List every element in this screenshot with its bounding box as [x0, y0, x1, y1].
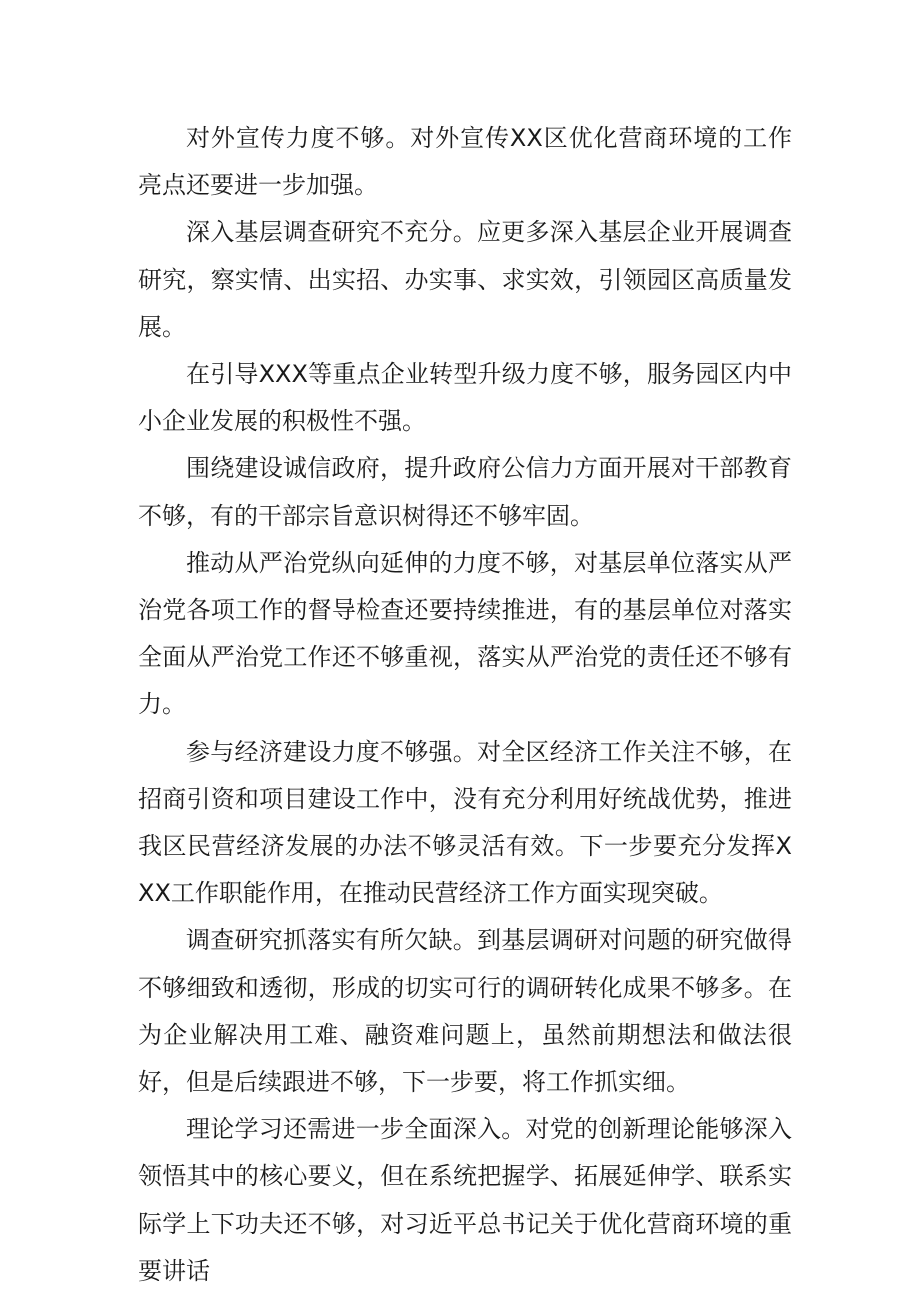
document-body: [138, 115, 792, 1295]
paragraph: 参与经济建设力度不够强。对全区经济工作关注不够，在招商引资和项目建设工作中，没有充分利用好统战优势，推进我区民营经济发展的办法不够灵活有效。下一步要充分发挥XXX工作职能作用，在推动民营经济工作方面实现突破。: [138, 737, 792, 908]
paragraph: 推动从严治党纵向延伸的力度不够，对基层单位落实从严治党各项工作的督导检查还要持续推进，有的基层单位对落实全面从严治党工作还不够重视，落实从严治党的责任还不够有力。: [138, 548, 792, 719]
paragraph: 围绕建设诚信政府，提升政府公信力方面开展对干部教育不够，有的干部宗旨意识树得还不够牢固。: [138, 454, 792, 530]
paragraph: 对外宣传力度不够。对外宣传XX区优化营商环境的工作亮点还要进一步加强。: [138, 124, 792, 200]
paragraph: 理论学习还需进一步全面深入。对党的创新理论能够深入领悟其中的核心要义，但在系统把握学、拓展延伸学、联系实际学上下功夫还不够，对习近平总书记关于优化营商环境的重要讲话: [138, 1115, 792, 1285]
paragraph: 调查研究抓落实有所欠缺。到基层调研对问题的研究做得不够细致和透彻，形成的切实可行的调研转化成果不够多。在为企业解决用工难、融资难问题上，虽然前期想法和做法很好，但是后续跟进不够，下一步要，将工作抓实细。: [138, 926, 792, 1097]
paragraph: 在引导XXX等重点企业转型升级力度不够，服务园区内中小企业发展的积极性不强。: [138, 360, 792, 436]
paragraph: 深入基层调查研究不充分。应更多深入基层企业开展调查研究，察实情、出实招、办实事、求实效，引领园区高质量发展。: [138, 218, 792, 341]
